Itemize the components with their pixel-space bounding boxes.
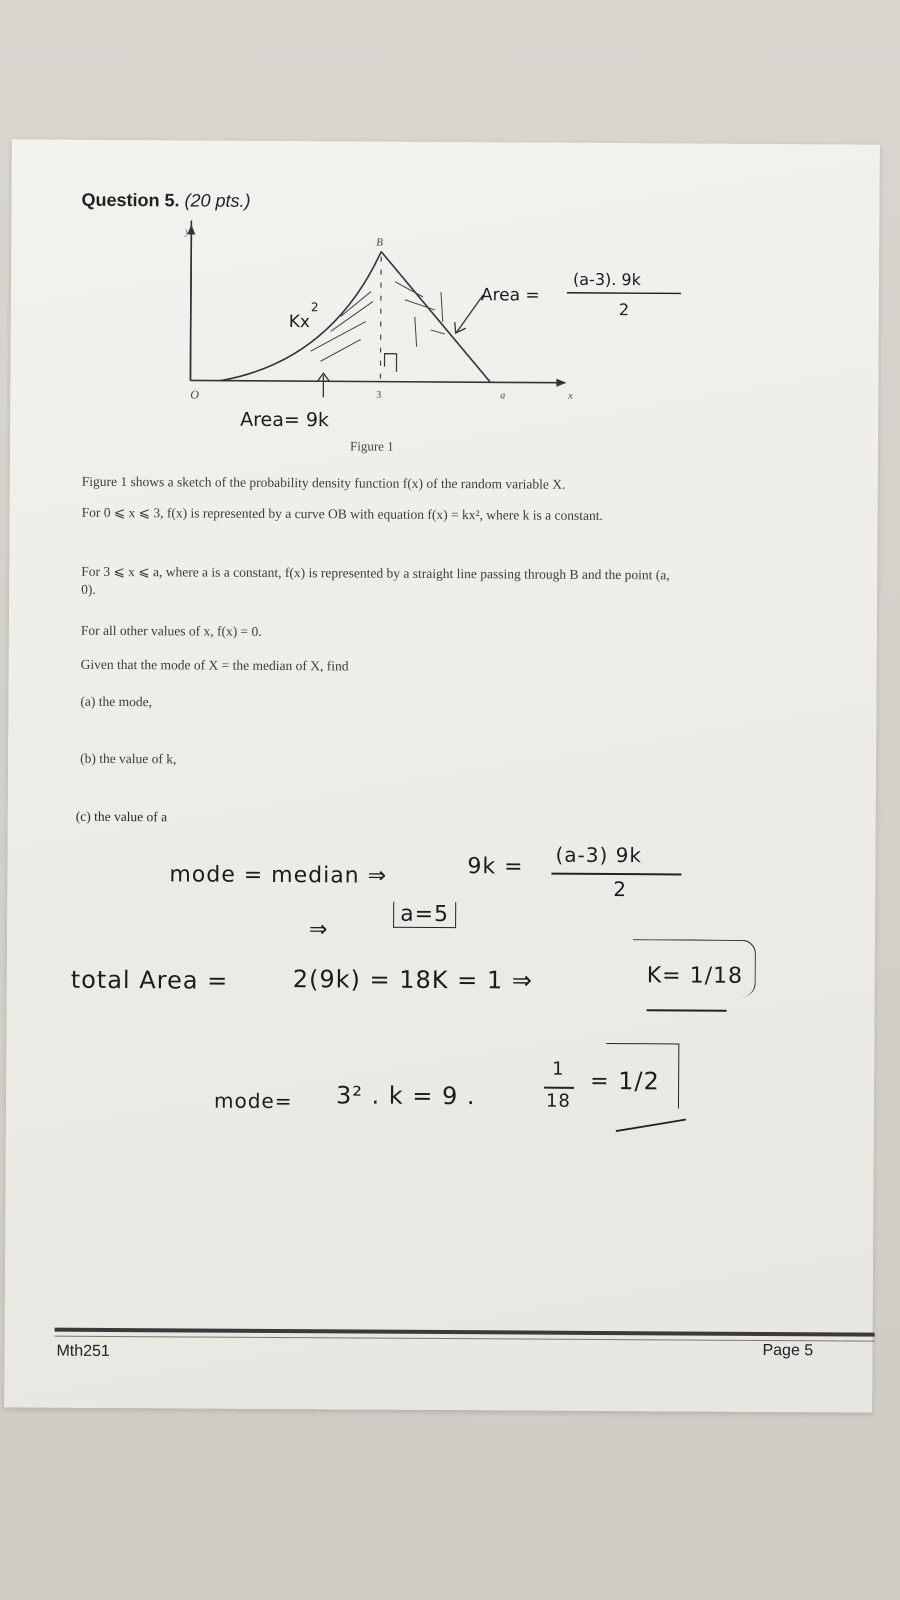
work-line4-frac-numerator: 1 — [552, 1058, 565, 1080]
axis-y-label: y — [185, 226, 190, 238]
curve-label: Kx — [288, 312, 311, 333]
work-line4-equals: = — [590, 1068, 610, 1095]
area-right-label: Area = — [480, 285, 540, 306]
work-line4-frac-denominator: 18 — [545, 1090, 571, 1112]
work-line1-left: mode = median ⇒ — [169, 862, 388, 889]
question-para-3: For 3 ⩽ x ⩽ a, where a is a constant, f(x) is represented by a straight line passing through B and the point (a, 0). — [81, 563, 670, 597]
footer-rule — [55, 1328, 875, 1337]
work-line1-numerator: (a-3) 9k — [555, 842, 643, 868]
work-line2-arrow: ⇒ — [308, 917, 329, 943]
figure-caption: Figure 1 — [349, 438, 394, 454]
area-right-denominator: 2 — [618, 300, 630, 320]
footer-rule-thin — [55, 1336, 875, 1342]
area-right-fraction-bar — [567, 293, 681, 294]
question-para-5: Given that the mode of X = the median of X, find — [80, 656, 349, 674]
work-line1-eq: 9k = — [467, 854, 524, 880]
arrow-area-right — [457, 295, 483, 332]
y-axis-line — [190, 230, 191, 380]
area-left-label: Area= 9k — [240, 408, 330, 432]
work-line4-frac-bar — [544, 1087, 574, 1089]
x-axis-arrow — [556, 379, 566, 387]
work-line3-answer: K= 1/18 — [646, 963, 744, 989]
peak-label: B — [376, 236, 384, 249]
pdf-figure — [160, 220, 721, 443]
x-axis — [190, 380, 560, 382]
work-line3-left: total Area = — [70, 965, 229, 995]
work-line1-fraction-bar — [551, 873, 681, 875]
work-line4-mid: 3² . k = 9 . — [335, 1081, 476, 1111]
work-line2-answer-box: a=5 — [393, 902, 456, 928]
hatch-left — [311, 291, 373, 361]
curve-exponent: 2 — [310, 300, 319, 315]
question-para-1: Figure 1 shows a sketch of the probability density function f(x) of the random variable X. — [81, 473, 566, 492]
question-title: Question 5. (20 pts.) — [81, 189, 251, 211]
area-right-numerator: (a-3). 9k — [572, 269, 641, 290]
course-code: Mth251 — [56, 1342, 110, 1360]
tick-3-label: 3 — [376, 389, 382, 401]
part-c: (c) the value of a — [75, 808, 168, 825]
exam-page — [4, 139, 880, 1412]
work-line1-denominator: 2 — [613, 877, 628, 902]
question-para-4: For all other values of x, f(x) = 0. — [80, 622, 262, 639]
right-angle-mark — [384, 354, 396, 372]
work-line3-underline — [647, 1009, 727, 1011]
hatch-right — [395, 282, 445, 347]
work-line4-underline — [612, 1115, 692, 1135]
work-line4-left: mode= — [213, 1088, 293, 1114]
part-a: (a) the mode, — [80, 693, 153, 710]
page-number: Page 5 — [762, 1341, 814, 1360]
work-line3-mid: 2(9k) = 18K = 1 ⇒ — [292, 965, 534, 995]
part-b: (b) the value of k, — [80, 750, 177, 767]
vertical-dashed-3 — [380, 257, 381, 380]
origin-label: O — [190, 387, 200, 402]
question-para-2: For 0 ⩽ x ⩽ 3, f(x) is represented by a curve OB with equation f(x) = kx², where k is a constant. — [81, 504, 603, 523]
work-line4-answer: 1/2 — [618, 1067, 660, 1096]
axis-x-label: x — [568, 390, 573, 402]
tick-a-label: a — [500, 390, 506, 402]
